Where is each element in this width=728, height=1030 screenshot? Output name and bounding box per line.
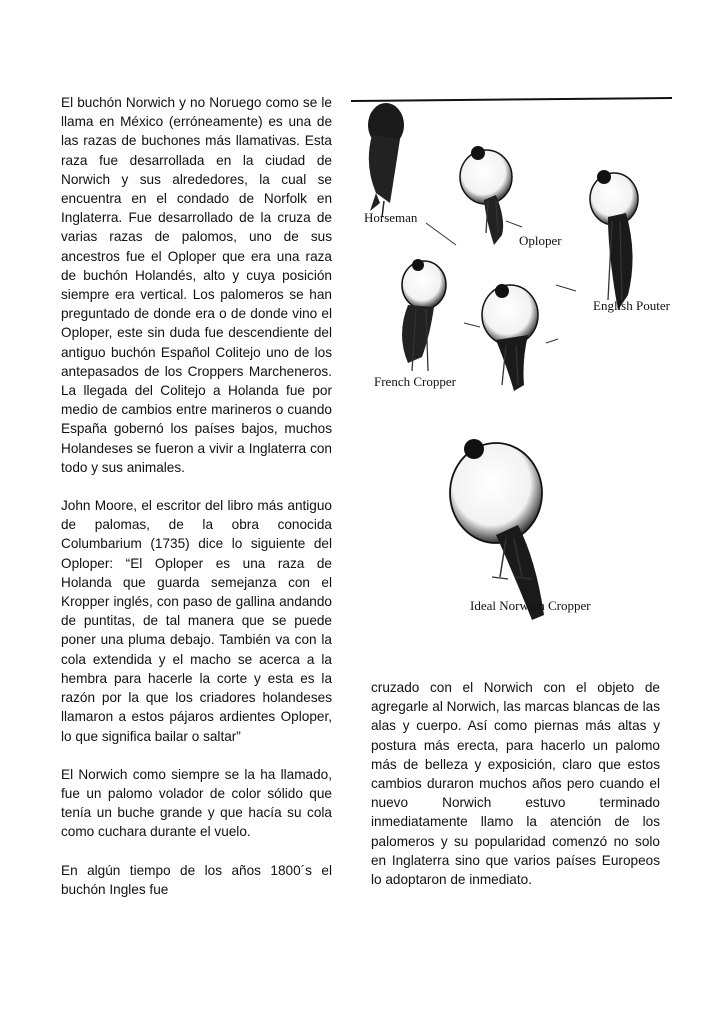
french-cropper-pigeon [402,259,446,371]
ideal-norwich-cropper-pigeon [450,439,544,620]
paragraph-norwich-flyer: El Norwich como siempre se la ha llamado, fue un palomo volador de color sólido que tenía un buche grande y que hacía su cola como cuchara durante el vuelo. [61,766,332,840]
paragraph-1800s: En algún tiempo de los años 1800´s el buchón Ingles fue [61,862,332,897]
oploper-pigeon [460,146,512,245]
horseman-pigeon [368,103,404,217]
pointer-line [546,339,558,343]
left-text-column [61,93,332,918]
pigeon-illustration [346,95,672,625]
figure-top-rule [351,98,672,101]
pointer-line [556,285,576,291]
center-pouter-pigeon [482,284,538,391]
label-oploper: Oploper [519,233,562,248]
label-french-cropper: French Cropper [374,374,456,389]
paragraph-crossbreeding: cruzado con el Norwich con el objeto de agregarle al Norwich, las marcas blancas de las alas y cuerpo. Así como piernas más altas y postura más erecta, para hacerlo un palomo más de belleza y exposición, claro que estos cambios duraron muchos años pero cuando el nuevo Norwich estuvo terminado inmediatamente llamo la atención de los palomeros y su popularidad comenzó no solo en Inglaterra sino que varios países Europeos lo adoptaron de inmediato. [371,680,660,888]
label-horseman: Horseman [364,210,418,225]
right-text-column [371,678,660,889]
label-english-pouter: English Pouter [593,298,670,313]
english-pouter-pigeon [590,170,638,310]
label-ideal-norwich: Ideal Norwich Cropper [470,598,591,613]
pointer-line [506,221,522,227]
paragraph-john-moore: John Moore, el escritor del libro más antiguo de palomas, de la obra conocida Columbarium (1735) dice lo siguiente del Oploper: “El Oploper es una raza de Holanda que guarda semejanza con el Kropper inglés, con paso de gallina andando de puntitas, de tal manera que se puede poner una pluma debajo. También va con la cola extendida y el macho se acerca a la hembra para hacerle la corte y esta es la razón por la que los criadores holandeses llamaron a estos pájaros ardientes Oploper, lo que significa bailar o saltar” [61,498,332,744]
paragraph-origin: El buchón Norwich y no Noruego como se le llama en México (erróneamente) es una de las razas de buchones más llamativas. Esta raza fue desarrollada en la ciudad de Norwich y sus alrededores, la cual se encuentra en el condado de Norfolk en Inglaterra. Fue desarrollado de la cruza de varias razas de palomos, uno de sus ancestros fue el Oploper que era una raza de buchón Holandés, alto y cuya posición siempre era vertical. Los palomeros se han preguntado de donde era o de donde vino el Oploper, este sin duda fue descendiente del antiguo buchón Español Colitejo uno de los antepasados de los Croppers Marcheneros. La llegada del Colitejo a Holanda fue por medio de cambios entre marineros o cuando España gobernó los países bajos, muchos Holandeses se fueron a vivir a Inglaterra con todo y sus animales. [61,95,332,475]
pointer-line [426,223,456,245]
pointer-line [464,323,480,327]
pigeon-breeds-figure [346,95,672,625]
